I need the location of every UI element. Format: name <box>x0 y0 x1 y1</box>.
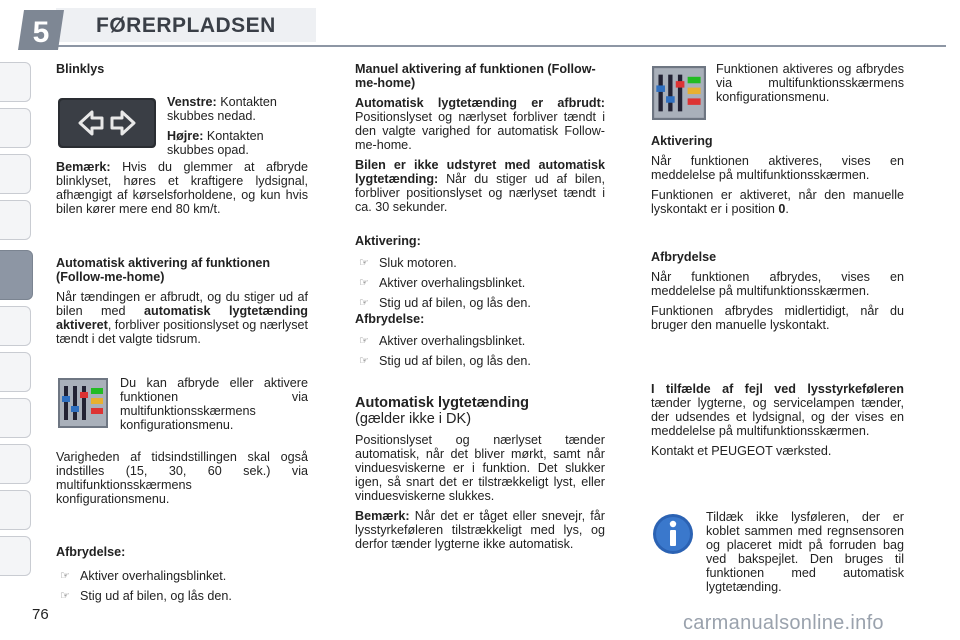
pointing-hand-icon: ☞ <box>359 257 369 269</box>
chapter-number: 5 <box>32 16 50 49</box>
blinker-icon <box>58 98 156 153</box>
pointing-hand-icon: ☞ <box>60 590 70 602</box>
col2-afbrydelse <box>355 312 605 374</box>
hojre-text: Kontakten skubbes opad. <box>167 129 264 157</box>
duration-section <box>56 450 308 512</box>
menu-text-1: Du kan afbryde eller aktivere funktionen via multifunktionsskærmens konfigurationsmenu. <box>120 376 308 432</box>
fault-text: tænder lygterne, og servicelampen tænder, der udsendes et lydsignal, og der vises en meddelelse på multifunktionsskærmen. <box>651 396 904 438</box>
chapter-tab[interactable] <box>0 444 31 484</box>
list-item: ☞ Aktiver overhalingsblinket. <box>60 569 227 583</box>
hojre-label: Højre: <box>167 129 204 143</box>
venstre-text: Kontakten skubbes nedad. <box>167 95 277 123</box>
pointing-hand-icon: ☞ <box>359 335 369 347</box>
menu-note-2 <box>716 62 904 110</box>
auto-follow-heading: Automatisk aktivering af funktionen (Follow-me-home) <box>56 256 271 284</box>
auto-lights-heading: Automatisk lygtetænding <box>355 395 530 411</box>
note-text: Når det er tåget eller snevejr, får lysstyrkeføleren tilstrækkeligt med lys, og derfor tænder lygterne ikke automatisk. <box>355 509 605 551</box>
chapter-tab[interactable] <box>0 398 31 438</box>
menu-note-1 <box>120 376 308 438</box>
not-equipped-label: Bilen er ikke udstyret med automatisk lygtetænding: <box>355 158 605 186</box>
auto-follow-text-2: , forbliver positionslyset og nærlyset tændt i det valgte tidsrum. <box>56 318 308 346</box>
page-title: FØRERPLADSEN <box>96 14 276 37</box>
chapter-tab[interactable] <box>0 490 31 530</box>
col3-aktivering-text: Når funktionen aktiveres, vises en meddelelse på multifunktionsskærmen. <box>651 154 904 182</box>
fault-heading: I tilfælde af fejl ved lysstyrkeføleren <box>651 382 904 396</box>
chapter-tabs <box>0 62 34 582</box>
col1-afbrydelse <box>56 545 308 609</box>
col3-aktivering: Aktivering Når funktionen aktiveres, vises en meddelelse på multifunktionsskærmen. Funktionen er aktiveret, når den manuelle lyskontakt er i position 0. <box>651 134 904 216</box>
blinker-directions <box>167 95 307 163</box>
chapter-tab[interactable] <box>0 536 31 576</box>
auto-lights-text: Positionslyset og nærlyset tænder automatisk, når det bliver mørkt, samt når vinduesviskerne er i funktion. Det slukker igen, så snart det er tilstrækkeligt lyst, eller vinduesviskerne slukkes. <box>355 433 605 503</box>
col3-afbrydelse-heading: Afbrydelse <box>651 250 717 264</box>
header-rule <box>56 45 946 47</box>
blinklys-heading: Blinklys <box>56 62 105 76</box>
multifunction-settings-icon <box>58 378 108 433</box>
auto-lights-section <box>355 395 605 557</box>
col3-afbrydelse-text: Når funktionen afbrydes, vises en meddelelse på multifunktionsskærmen. <box>651 270 904 298</box>
duration-text: Varigheden af tidsindstillingen skal også indstilles (15, 30, 60 sek.) via multifunktionsskærmens konfigurationsmenu. <box>56 450 308 506</box>
list-item: ☞ Aktiver overhalingsblinket. <box>359 276 526 290</box>
chapter-tab[interactable] <box>0 154 31 194</box>
col2-afbrydelse-heading: Afbrydelse: <box>355 312 425 326</box>
page-number: 76 <box>32 606 49 623</box>
watermark: carmanualsonline.info <box>683 612 884 634</box>
auto-follow-section <box>56 256 308 352</box>
col3-afbrydelse-text2: Funktionen afbrydes midlertidigt, når du bruger den manuelle lyskontakt. <box>651 304 904 332</box>
blinker-note <box>56 160 308 222</box>
info-note <box>651 510 904 600</box>
chapter-badge <box>18 8 66 52</box>
col2-aktivering-heading: Aktivering: <box>355 234 421 248</box>
position-zero: 0 <box>778 202 786 216</box>
manual-heading: Manuel aktivering af funktionen (Follow-me-home) <box>355 62 596 90</box>
pointing-hand-icon: ☞ <box>359 355 369 367</box>
pointing-hand-icon: ☞ <box>359 277 369 289</box>
chapter-tab[interactable] <box>0 306 31 346</box>
col3-afbrydelse <box>651 250 904 338</box>
note-label: Bemærk: <box>355 509 410 523</box>
col3-aktivering-heading: Aktivering <box>651 134 713 148</box>
col2-aktivering <box>355 234 605 316</box>
auto-follow-text-bold: automatisk lygtetænding aktiveret <box>56 304 309 332</box>
pointing-hand-icon: ☞ <box>359 297 369 309</box>
bemaerk-text: Hvis du glemmer at afbryde blinklyset, høres et kraftigere lydsignal, afhængigt af kørselsforholdene, og kun hvis bilen kører mere end 80 km/t. <box>56 160 308 216</box>
column-2 <box>355 62 605 220</box>
auto-follow-text-1: Når tændingen er afbrudt, og du stiger ud af bilen med <box>56 290 308 318</box>
contact-text: Kontakt et PEUGEOT værksted. <box>651 444 832 458</box>
list-item: ☞ Stig ud af bilen, og lås den. <box>60 589 232 603</box>
sensor-fault-section <box>651 382 904 464</box>
auto-off-label: Automatisk lygtetænding er afbrudt: <box>355 96 605 110</box>
chapter-tab[interactable] <box>0 62 31 102</box>
chapter-tab[interactable] <box>0 200 31 240</box>
chapter-tab[interactable] <box>0 352 31 392</box>
pointing-hand-icon: ☞ <box>60 570 70 582</box>
auto-lights-subheading: (gælder ikke i DK) <box>355 411 472 427</box>
chapter-tab-active[interactable] <box>0 250 33 300</box>
list-item: ☞ Sluk motoren. <box>359 256 457 270</box>
col1-afbrydelse-heading: Afbrydelse: <box>56 545 126 559</box>
not-equipped-text: Når du stiger ud af bilen, forbliver positionslyset og nærlyset tændt i ca. 30 sekunder. <box>355 172 605 214</box>
list-item: ☞ Stig ud af bilen, og lås den. <box>359 296 531 310</box>
menu-text-2: Funktionen aktiveres og afbrydes via multifunktionsskærmens konfigurationsmenu. <box>716 62 904 104</box>
auto-off-text: Positionslyset og nærlyset forbliver tændt i den valgte varighed for automatisk Follow-me-home. <box>355 110 605 152</box>
multifunction-settings-icon <box>652 66 706 125</box>
venstre-label: Venstre: <box>167 95 217 109</box>
info-text: Tildæk ikke lysføleren, der er koblet sammen med regnsensoren og placeret midt på forruden bag ved bakspejlet. Den bruges til funktionen med automatisk lygtetænding. <box>706 510 904 594</box>
chapter-tab[interactable] <box>0 108 31 148</box>
bemaerk-label: Bemærk: <box>56 160 111 174</box>
list-item: ☞ Stig ud af bilen, og lås den. <box>359 354 531 368</box>
list-item: ☞ Aktiver overhalingsblinket. <box>359 334 526 348</box>
column-1 <box>56 62 308 82</box>
